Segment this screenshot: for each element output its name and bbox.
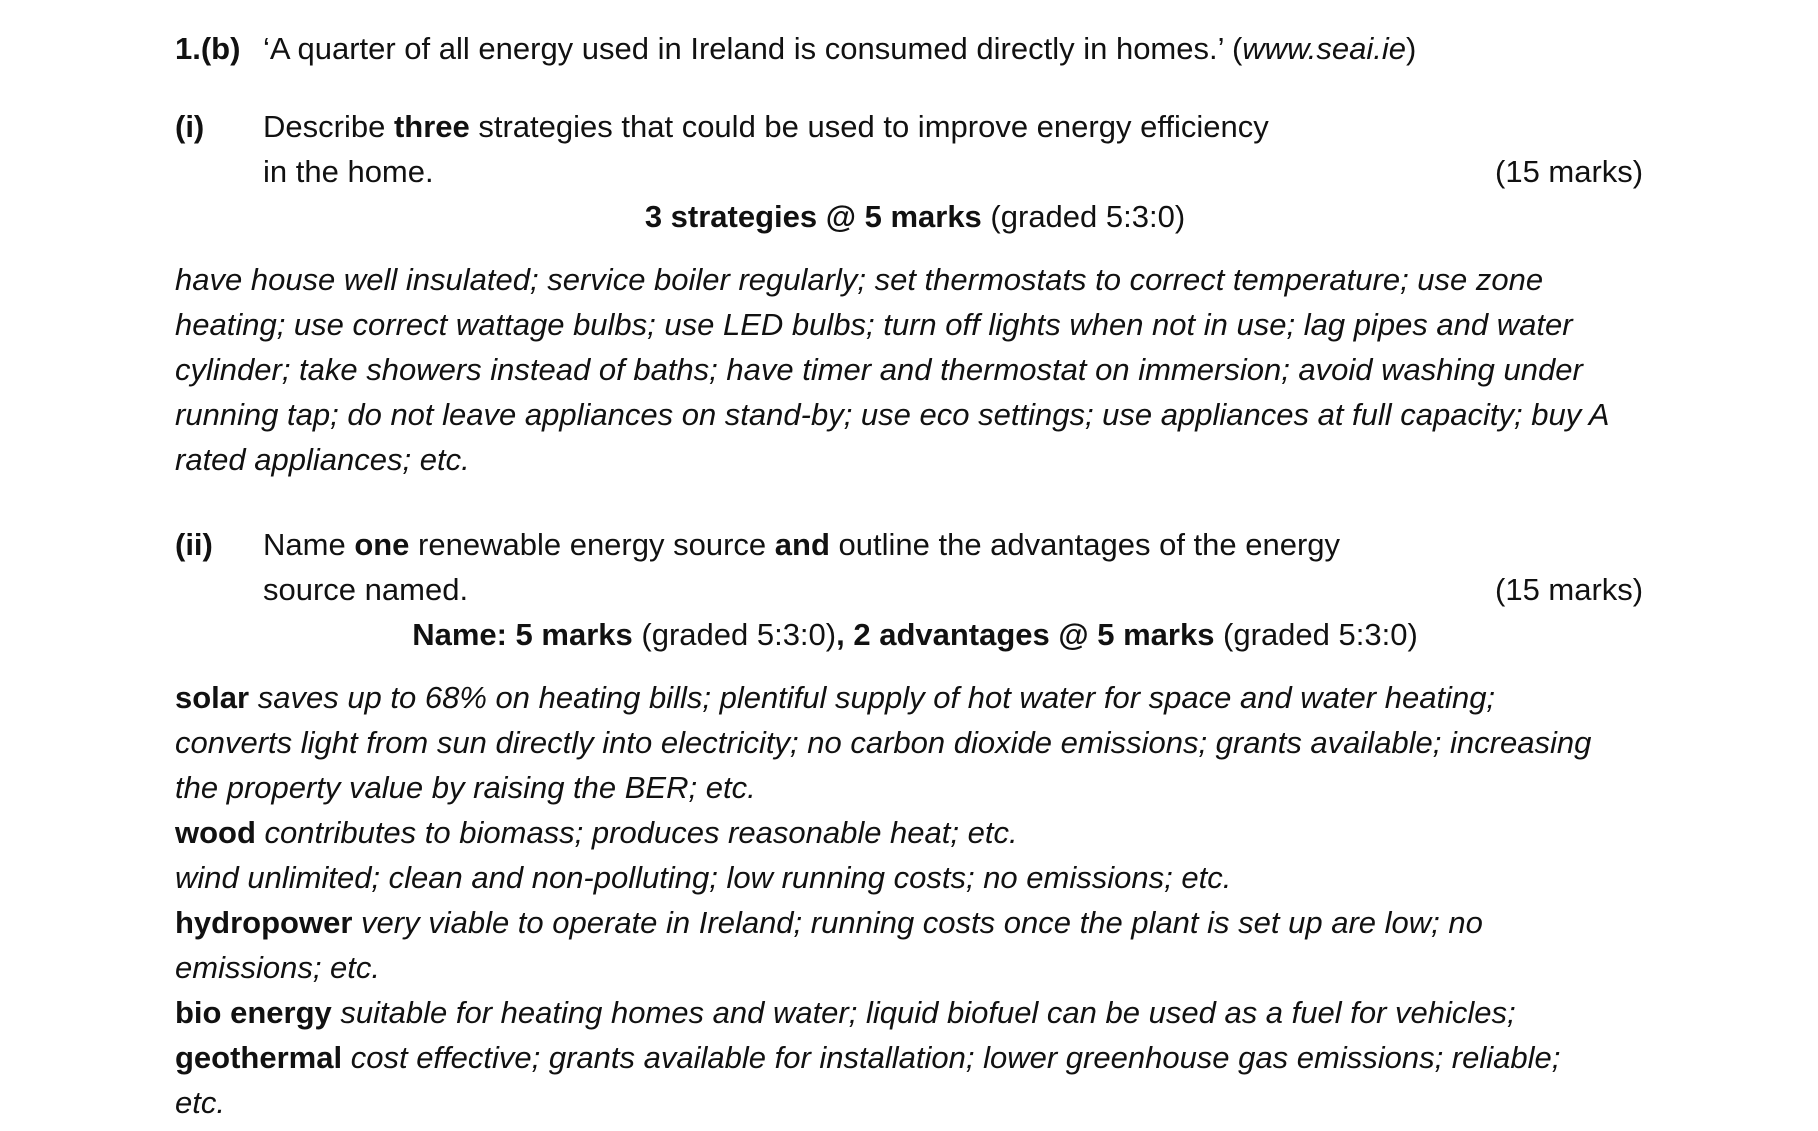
part-ii-scheme-bold2: , 2 advantages @ 5 marks xyxy=(836,617,1215,652)
answer-line-geothermal xyxy=(175,1035,1755,1080)
solar-text-1: saves up to 68% on heating bills; plentiful supply of hot water for space and water heating; xyxy=(249,680,1496,715)
part-i-scheme xyxy=(175,194,1655,239)
answer-line: rated appliances; etc. xyxy=(175,442,470,477)
part-ii-scheme-rest2: (graded 5:3:0) xyxy=(1214,617,1418,652)
question-quote: ‘A quarter of all energy used in Ireland is consumed directly in homes.’ xyxy=(263,31,1224,66)
term-wood: wood xyxy=(175,815,256,850)
answer-line: cylinder; take showers instead of baths; have timer and thermostat on immersion; avoid washing under xyxy=(175,352,1583,387)
part-ii-text-e: outline the advantages of the energy xyxy=(829,527,1341,562)
bio-text-1: suitable for heating homes and water; liquid biofuel can be used as a fuel for vehicles; xyxy=(331,995,1516,1030)
part-ii-label: (ii) xyxy=(175,527,213,562)
part-i-question-text2: in the home. xyxy=(263,154,434,189)
part-i-text-c: strategies that could be used to improve energy efficiency xyxy=(469,109,1269,144)
answer-line-bio xyxy=(175,990,1755,1035)
answer-line-solar xyxy=(175,675,1755,720)
part-ii-question-text2: source named. xyxy=(263,572,469,607)
part-i-question-text1 xyxy=(263,104,1269,149)
hydro-text-1: very viable to operate in Ireland; running costs once the plant is set up are low; no xyxy=(352,905,1483,940)
answer-line-wood xyxy=(175,810,1755,855)
term-bio-energy: bio energy xyxy=(175,995,332,1030)
geo-text-1: cost effective; grants available for installation; lower greenhouse gas emissions; reliable; xyxy=(342,1040,1561,1075)
marking-scheme-page xyxy=(175,0,1755,1131)
part-i-label: (i) xyxy=(175,109,205,144)
source-citation: www.seai.ie xyxy=(1242,31,1406,66)
part-ii-text-emph1: one xyxy=(354,527,410,562)
answer-line: running tap; do not leave appliances on stand-by; use eco settings; use appliances at full capacity; buy A xyxy=(175,397,1610,432)
question-number: 1.(b) xyxy=(175,31,241,66)
part-i-scheme-bold: 3 strategies @ 5 marks xyxy=(644,199,982,234)
answer-line: emissions; etc. xyxy=(175,950,381,985)
part-i-text-emph: three xyxy=(393,109,470,144)
part-i-marks: (15 marks) xyxy=(1495,154,1644,189)
answer-line: the property value by raising the BER; etc. xyxy=(175,770,756,805)
answer-line: converts light from sun directly into electricity; no carbon dioxide emissions; grants available; increasing xyxy=(175,725,1592,760)
term-geothermal: geothermal xyxy=(175,1040,343,1075)
question-header xyxy=(175,26,1416,71)
answer-line-hydro xyxy=(175,900,1755,945)
answer-line-wind: wind unlimited; clean and non-polluting; low running costs; no emissions; etc. xyxy=(175,860,1232,895)
source-close: ) xyxy=(1405,31,1417,66)
part-ii-text-a: Name xyxy=(263,527,355,562)
part-ii-text-emph2: and xyxy=(774,527,830,562)
answer-line: etc. xyxy=(175,1085,225,1120)
part-i-scheme-rest: (graded 5:3:0) xyxy=(981,199,1186,234)
part-ii-scheme-bold1: Name: 5 marks xyxy=(412,617,633,652)
source-open: ( xyxy=(1223,31,1243,66)
term-hydropower: hydropower xyxy=(175,905,353,940)
part-ii-text-c: renewable energy source xyxy=(409,527,775,562)
part-ii-marks: (15 marks) xyxy=(1495,572,1644,607)
part-ii-scheme-rest1: (graded 5:3:0) xyxy=(632,617,837,652)
part-ii-answers xyxy=(175,675,1755,1125)
part-i-answers xyxy=(175,257,1755,482)
part-i-text-a: Describe xyxy=(263,109,394,144)
term-solar: solar xyxy=(175,680,250,715)
answer-line: have house well insulated; service boiler regularly; set thermostats to correct temperature; use zone xyxy=(175,262,1544,297)
wood-text-1: contributes to biomass; produces reasonable heat; etc. xyxy=(255,815,1018,850)
part-ii-question-text1 xyxy=(263,522,1340,567)
part-ii-scheme xyxy=(175,612,1655,657)
answer-line: heating; use correct wattage bulbs; use LED bulbs; turn off lights when not in use; lag pipes and water xyxy=(175,307,1573,342)
